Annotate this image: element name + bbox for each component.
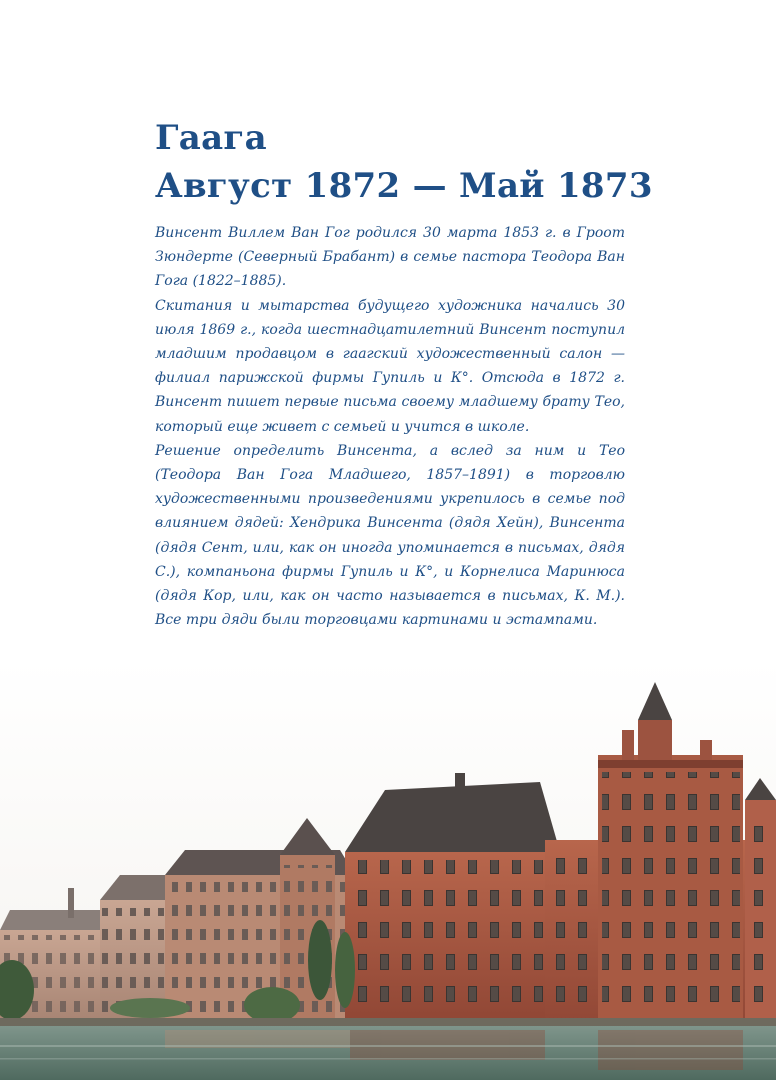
paragraph-3: Решение определить Винсента, а вслед за ним и Тео (Теодора Ван Гога Младшего, 1857–1891) в торговлю художественными произведениями укрепилось в семье под влиянием дядей: Хендрика Винсента (дядя Хейн), Винсента (дядя Сент, или, как он иногда упоминается в письмах, дядя С.), компаньона фирмы Гупиль и К°, и Корнелиса Маринюса (дядя Кор, или, как он часто называется в письмах, К. М.). Все три дяди были торговцами картинами и эстампами.: [155, 442, 625, 629]
body-text: [155, 221, 625, 632]
binnenhof-photo: [0, 660, 776, 1080]
paragraph-2: Скитания и мытарства будущего художника начались 30 июля 1869 г., когда шестнадцатилетний Винсент поступил младшим продавцом в гаагский художественный салон — филиал парижской фирмы Гупиль и К°. Отсюда в 1872 г. Винсент пишет первые письма своему младшему брату Тео, который еще живет с семьей и учится в школе.: [155, 297, 625, 435]
page-title: Гаага: [155, 118, 267, 158]
title-block: [155, 114, 655, 210]
paragraph-1: Винсент Виллем Ван Гог родился 30 марта 1853 г. в Гроот Зюндерте (Северный Брабант) в семье пастора Теодора Ван Гога (1822–1885).: [155, 225, 625, 290]
central-building: [345, 773, 560, 1032]
page-subtitle-dates: Август 1872 — Май 1873: [155, 166, 653, 206]
